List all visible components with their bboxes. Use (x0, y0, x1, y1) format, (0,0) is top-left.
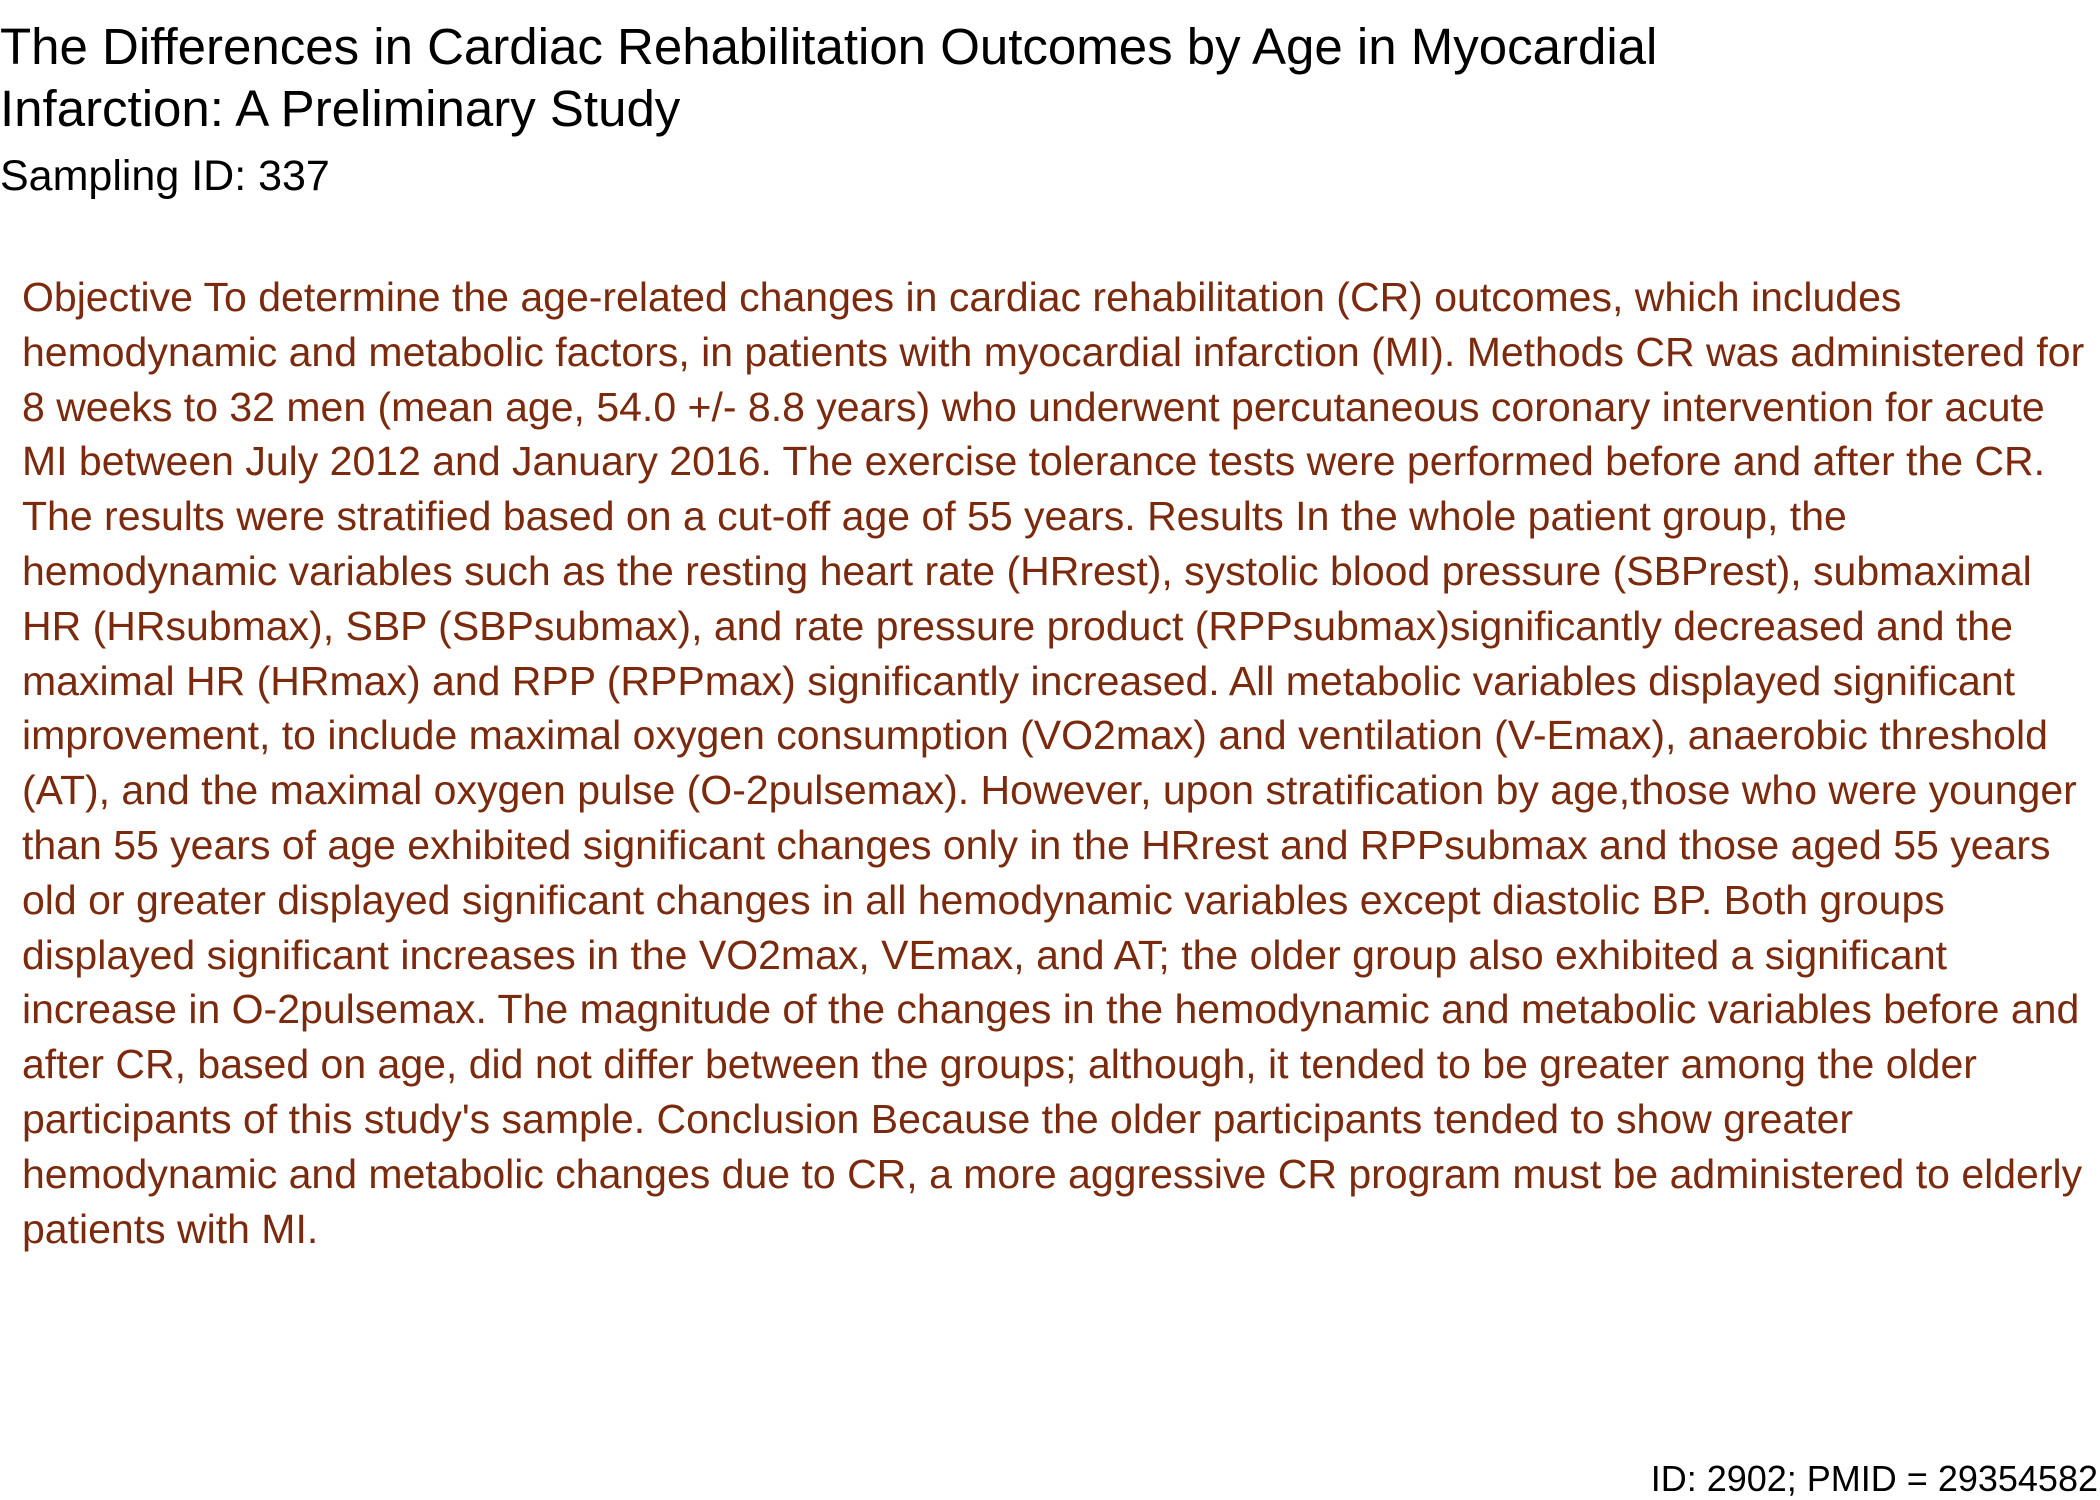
abstract-text: Objective To determine the age-related changes in cardiac rehabilitation (CR) outcomes, which includes hemodynamic and metabolic factors, in patients with myocardial infarction (MI). Methods CR was administered for 8 weeks to 32 men (mean age, 54.0 +/- 8.8 years) who underwent percutaneous coronary intervention for acute MI between July 2012 and January 2016. The exercise tolerance tests were performed before and after the CR. The results were stratified based on a cut-off age of 55 years. Results In the whole patient group, the hemodynamic variables such as the resting heart rate (HRrest), systolic blood pressure (SBPrest), submaximal HR (HRsubmax), SBP (SBPsubmax), and rate pressure product (RPPsubmax)significantly decreased and the maximal HR (HRmax) and RPP (RPPmax) significantly increased. All metabolic variables displayed significant improvement, to include maximal oxygen consumption (VO2max) and ventilation (V-Emax), anaerobic threshold (AT), and the maximal oxygen pulse (O-2pulsemax). However, upon stratification by age,those who were younger than 55 years of age exhibited significant changes only in the HRrest and RPPsubmax and those aged 55 years old or greater displayed significant changes in all hemodynamic variables except diastolic BP. Both groups displayed significant increases in the VO2max, VEmax, and AT; the older group also exhibited a significant increase in O-2pulsemax. The magnitude of the changes in the hemodynamic and metabolic variables before and after CR, based on age, did not differ between the groups; although, it tended to be greater among the older participants of this study's sample. Conclusion Because the older participants tended to show greater hemodynamic and metabolic changes due to CR, a more aggressive CR program must be administered to elderly patients with MI. (22, 274, 2085, 1252)
footer-id: ID: 2902; PMID = 29354582 (1650, 1458, 2098, 1499)
page-title: The Differences in Cardiac Rehabilitation Outcomes by Age in Myocardial Infarction: A Preliminary Study (0, 18, 1658, 137)
sampling-id: Sampling ID: 337 (0, 152, 330, 200)
